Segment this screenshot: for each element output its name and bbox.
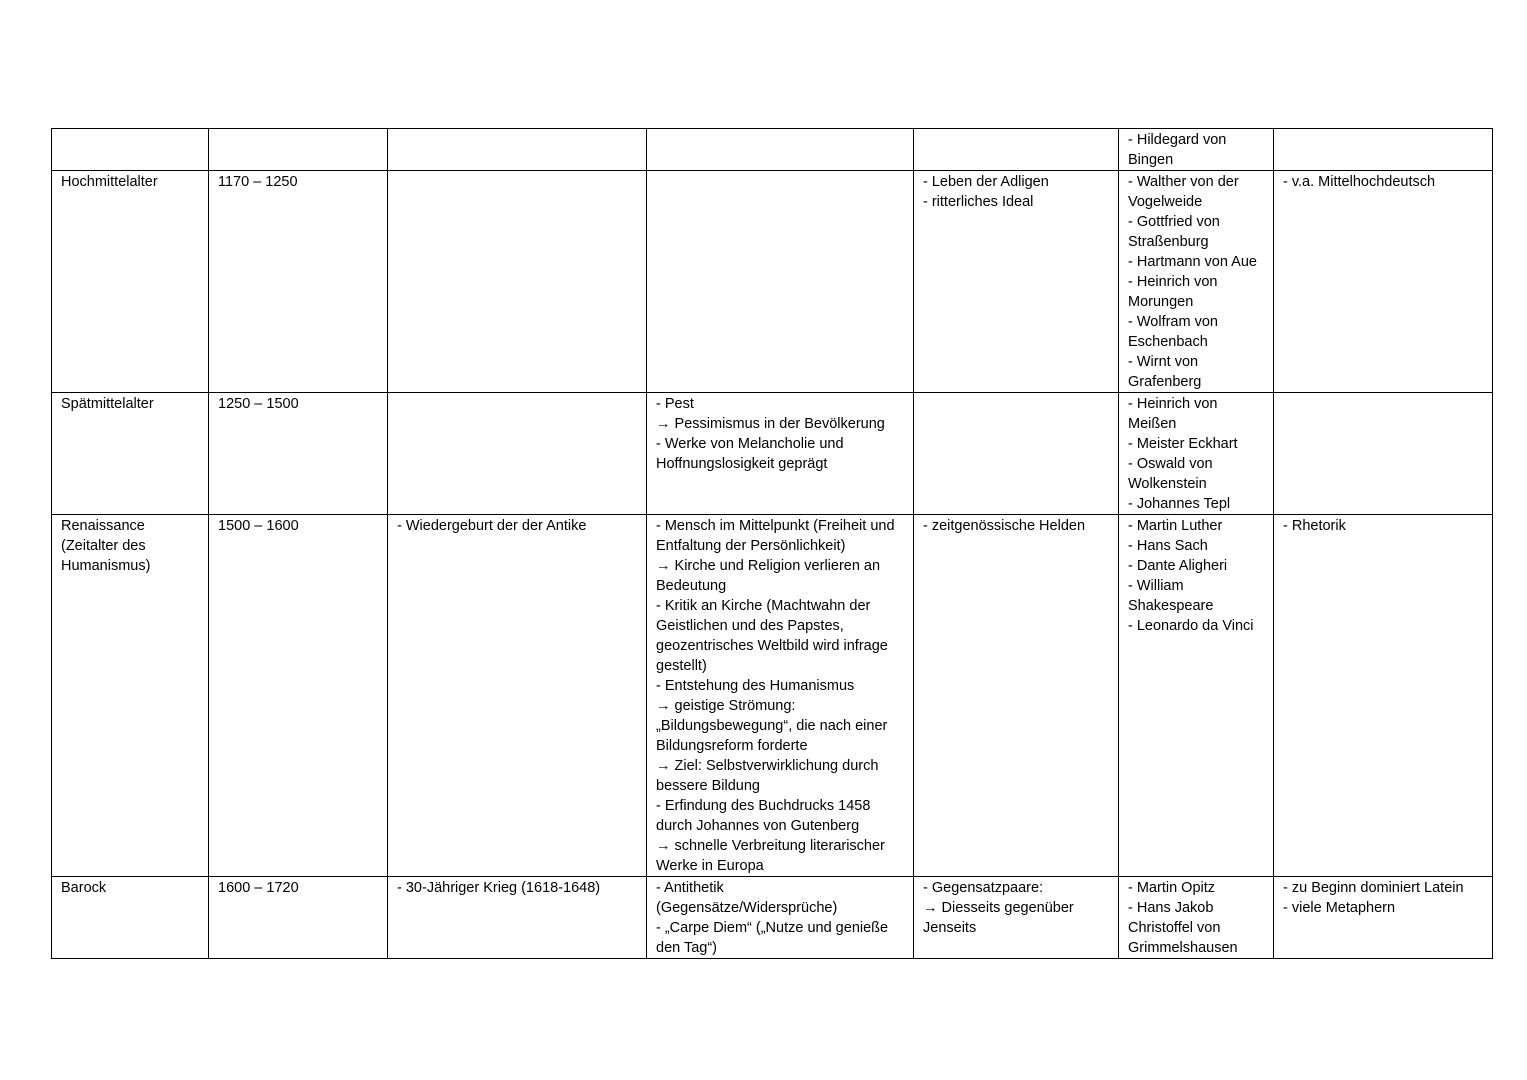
list-item: → Kirche und Religion verlieren an Bedeutung bbox=[656, 558, 881, 594]
table-row bbox=[52, 515, 1493, 877]
authors-cell bbox=[1119, 171, 1274, 393]
years-cell bbox=[209, 129, 388, 171]
list-item: - 30-Jähriger Krieg (1618-1648) bbox=[397, 880, 601, 896]
list-item: - Wolfram von Eschenbach bbox=[1128, 314, 1218, 350]
list-item: - Rhetorik bbox=[1283, 518, 1346, 534]
language-cell bbox=[1274, 877, 1493, 959]
language-cell bbox=[1274, 515, 1493, 877]
list-item: - Walther von der Vogelweide bbox=[1128, 174, 1239, 210]
table-row bbox=[52, 171, 1493, 393]
list-item: - Oswald von Wolkenstein bbox=[1128, 456, 1213, 492]
epoch-cell: Barock bbox=[52, 877, 209, 959]
themes-cell bbox=[914, 515, 1119, 877]
list-item: - Hans Sach bbox=[1128, 538, 1208, 554]
history-cell bbox=[388, 171, 647, 393]
history-cell bbox=[388, 129, 647, 171]
list-item: → schnelle Verbreitung literarischer Werke in Europa bbox=[656, 838, 885, 874]
list-item: - Johannes Tepl bbox=[1128, 496, 1231, 512]
list-item: - viele Metaphern bbox=[1283, 900, 1396, 916]
epoch-cell: Hochmittelalter bbox=[52, 171, 209, 393]
language-cell bbox=[1274, 129, 1493, 171]
list-item: - Meister Eckhart bbox=[1128, 436, 1238, 452]
features-cell bbox=[647, 393, 914, 515]
history-cell bbox=[388, 393, 647, 515]
themes-cell bbox=[914, 393, 1119, 515]
language-cell bbox=[1274, 171, 1493, 393]
authors-cell bbox=[1119, 129, 1274, 171]
list-item: - Erfindung des Buchdrucks 1458 durch Johannes von Gutenberg bbox=[656, 798, 871, 834]
list-item: → Ziel: Selbstverwirklichung durch bessere Bildung bbox=[656, 758, 879, 794]
years-cell: 1500 – 1600 bbox=[209, 515, 388, 877]
list-item: - Gegensatzpaare: bbox=[923, 880, 1044, 896]
list-item: - Heinrich von Meißen bbox=[1128, 396, 1218, 432]
list-item: - Wirnt von Grafenberg bbox=[1128, 354, 1202, 390]
themes-cell bbox=[914, 877, 1119, 959]
list-item: - v.a. Mittelhochdeutsch bbox=[1283, 174, 1436, 190]
years-cell: 1170 – 1250 bbox=[209, 171, 388, 393]
history-cell bbox=[388, 515, 647, 877]
list-item: - zeitgenössische Helden bbox=[923, 518, 1086, 534]
list-item: → geistige Strömung: „Bildungsbewegung“, die nach einer Bildungsreform forderte bbox=[656, 698, 888, 754]
table-row bbox=[52, 129, 1493, 171]
list-item: → Diesseits gegenüber Jenseits bbox=[923, 900, 1074, 936]
list-item: - Wiedergeburt der der Antike bbox=[397, 518, 587, 534]
list-item: - Martin Luther bbox=[1128, 518, 1223, 534]
list-item: - Leonardo da Vinci bbox=[1128, 618, 1254, 634]
epoch-cell: Spätmittelalter bbox=[52, 393, 209, 515]
list-item: - William Shakespeare bbox=[1128, 578, 1214, 614]
list-item: - Werke von Melancholie und Hoffnungslosigkeit geprägt bbox=[656, 436, 844, 472]
features-cell bbox=[647, 171, 914, 393]
authors-cell bbox=[1119, 515, 1274, 877]
list-item: - Martin Opitz bbox=[1128, 880, 1216, 896]
list-item: - Entstehung des Humanismus bbox=[656, 678, 855, 694]
table-row bbox=[52, 877, 1493, 959]
list-item: - Heinrich von Morungen bbox=[1128, 274, 1218, 310]
features-cell bbox=[647, 129, 914, 171]
list-item: - Hildegard von Bingen bbox=[1128, 132, 1227, 168]
epoch-cell: Renaissance (Zeitalter des Humanismus) bbox=[52, 515, 209, 877]
list-item: - Hartmann von Aue bbox=[1128, 254, 1257, 270]
list-item: - Kritik an Kirche (Machtwahn der Geistlichen und des Papstes, geozentrisches Weltbild wird infrage gestellt) bbox=[656, 598, 888, 674]
list-item: - zu Beginn dominiert Latein bbox=[1283, 880, 1464, 896]
list-item: - Gottfried von Straßenburg bbox=[1128, 214, 1220, 250]
themes-cell bbox=[914, 129, 1119, 171]
history-cell bbox=[388, 877, 647, 959]
list-item: - Hans Jakob Christoffel von Grimmelshausen bbox=[1128, 900, 1238, 956]
table-row bbox=[52, 393, 1493, 515]
features-cell bbox=[647, 515, 914, 877]
authors-cell bbox=[1119, 877, 1274, 959]
list-item: - „Carpe Diem“ („Nutze und genieße den Tag“) bbox=[656, 920, 889, 956]
list-item: - Pest bbox=[656, 396, 694, 412]
years-cell: 1600 – 1720 bbox=[209, 877, 388, 959]
list-item: - Dante Aligheri bbox=[1128, 558, 1228, 574]
language-cell bbox=[1274, 393, 1493, 515]
authors-cell bbox=[1119, 393, 1274, 515]
epochs-table bbox=[51, 128, 1493, 959]
list-item: - ritterliches Ideal bbox=[923, 194, 1034, 210]
years-cell: 1250 – 1500 bbox=[209, 393, 388, 515]
list-item: - Mensch im Mittelpunkt (Freiheit und Entfaltung der Persönlichkeit) bbox=[656, 518, 895, 554]
features-cell bbox=[647, 877, 914, 959]
list-item: - Antithetik (Gegensätze/Widersprüche) bbox=[656, 880, 838, 916]
list-item: → Pessimismus in der Bevölkerung bbox=[656, 416, 885, 432]
list-item: - Leben der Adligen bbox=[923, 174, 1049, 190]
epoch-cell bbox=[52, 129, 209, 171]
themes-cell bbox=[914, 171, 1119, 393]
